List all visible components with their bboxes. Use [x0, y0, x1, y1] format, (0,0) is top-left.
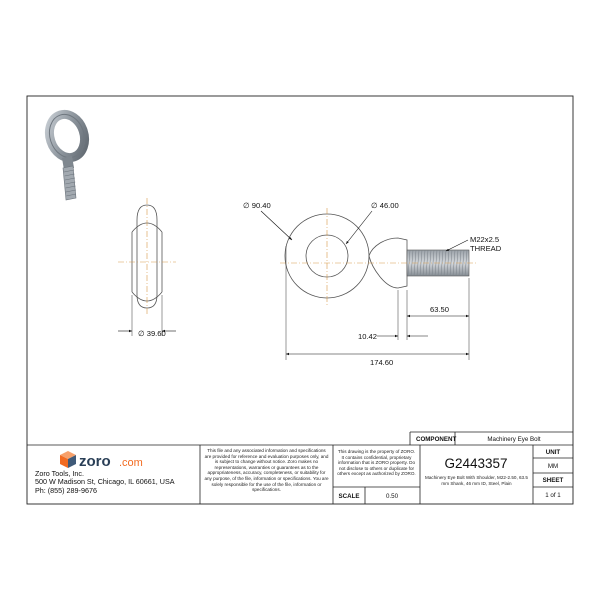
company-phone: Ph: (855) 289-9676: [35, 485, 97, 495]
sheet-label: SHEET: [542, 477, 564, 484]
zoro-logo-suffix: .com: [119, 457, 143, 469]
property-notice: This drawing is the property of ZORO. It contains confidential, proprietary information that is ZORO property. Do not disclose to others or duplicate for others except as authorized by ZORO.: [337, 449, 416, 477]
dim-thread-length: 63.50: [430, 305, 450, 314]
company-address-block: [35, 470, 195, 495]
component-label: COMPONENT: [416, 436, 457, 443]
dim-overall-length: 174.60: [370, 358, 394, 367]
zoro-logo-text: zoro: [79, 453, 111, 470]
isometric-eye-bolt-thumbnail: [44, 110, 90, 200]
company-name: Zoro Tools, Inc.: [35, 469, 85, 478]
side-view: [118, 198, 176, 336]
sheet-value: 1 of 1: [545, 492, 561, 499]
dim-shoulder: 10.42: [358, 332, 378, 341]
dim-eye-outer: ∅ 90.40: [243, 201, 271, 210]
scale-label: SCALE: [338, 493, 360, 500]
unit-label: UNIT: [545, 449, 561, 456]
company-address: 500 W Madison St, Chicago, IL 60661, USA: [35, 477, 175, 487]
component-value: Machinery Eye Bolt: [487, 436, 541, 443]
dim-thread-label: THREAD: [470, 244, 502, 253]
dim-side-width: ∅ 39.60: [138, 329, 166, 338]
disclaimer-text: This file and any associated information and specifications are provided for reference and evaluation purposes only, and is subject to change without notice. Zoro makes no representations, warranties or guarantees as to the appropriateness, accuracy, completeness, or suitability for any purpose, of the file, information or specifications. You are solely responsible for the use of the file, information or specifications.: [204, 448, 329, 493]
dim-eye-inner: ∅ 46.00: [371, 201, 399, 210]
zoro-cube-icon: [60, 451, 76, 468]
part-number: G2443357: [444, 456, 508, 471]
scale-value: 0.50: [385, 493, 399, 500]
dim-thread-spec: M22x2.5: [470, 235, 500, 244]
unit-value: MM: [547, 463, 559, 470]
part-description: Machinery Eye Bolt With Shoulder, M22-2.50, 63.5 mm Shank, 46 mm ID, Steel, Plain: [425, 475, 528, 486]
